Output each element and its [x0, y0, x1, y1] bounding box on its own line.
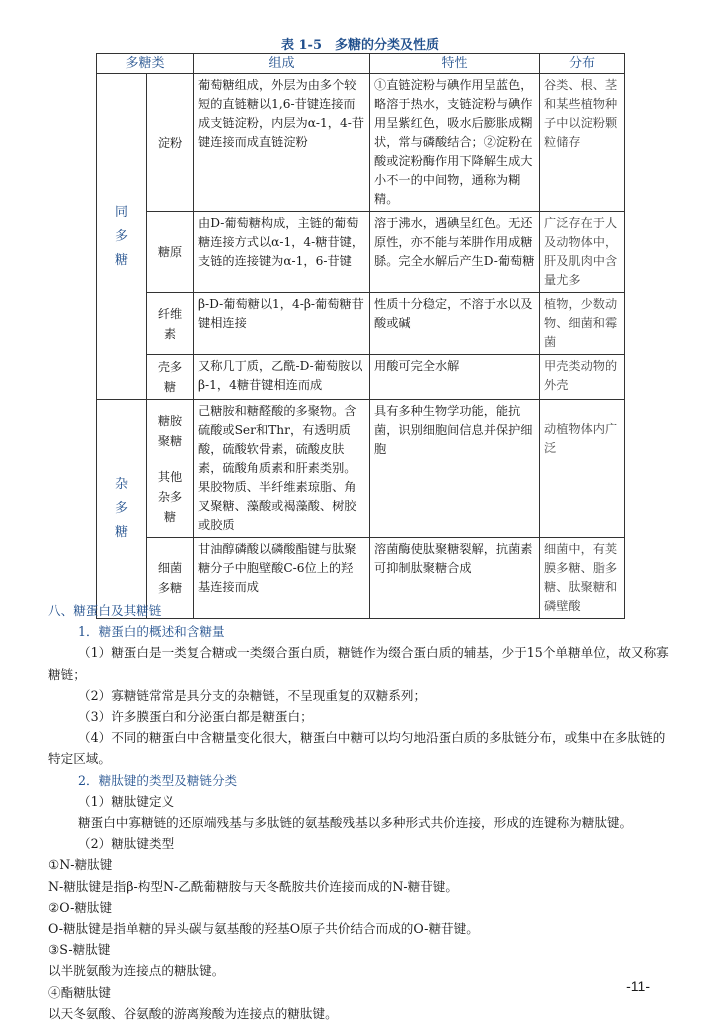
list-item: O-糖肽键是指单糖的异头碳与氨基酸的羟基O原子共价结合而成的O-糖苷键。: [48, 921, 479, 937]
distribution-cell: 甲壳类动物的外壳: [540, 355, 625, 400]
distribution-cell: 广泛存在于人及动物体中，肝及肌肉中含量尤多: [540, 212, 625, 293]
composition-cell: 由D-葡萄糖构成，主链的葡萄糖连接方式以α-1，4-糖苷键，支链的连接键为α-1，6-苷键: [194, 212, 370, 293]
table-caption: 表 1-5 多糖的分类及性质: [280, 38, 439, 53]
subtype-label: 其他杂多糖: [157, 469, 183, 524]
property-cell: 溶菌酶使肽聚糖裂解，抗菌素可抑制肽聚糖合成: [370, 538, 540, 619]
header-composition: 组成: [194, 54, 370, 74]
paragraph: （1）糖蛋白是一类复合糖或一类缀合蛋白质，糖链作为缀合蛋白质的辅基，少于15个单糖单位，故又称寡: [78, 645, 669, 661]
subtype-label: 糖胺聚糖: [157, 413, 183, 448]
composition-text: 己糖胺和糖醛酸的多聚物。含硫酸或Ser和Thr，有透明质酸，硫酸软骨素，硫酸皮肤素，硫酸角质素和肝素类别。: [198, 404, 357, 475]
subtype-cell: [147, 293, 194, 355]
table-row: [97, 355, 625, 400]
header-property: 特性: [370, 54, 540, 74]
composition-text: 果胶物质、半纤维素琼脂、角叉聚糖、藻酸或褐藻酸、树胶或胶质: [198, 480, 357, 532]
composition-cell: 又称几丁质，乙酰-D-葡萄胺以β-1，4糖苷键相连而成: [194, 355, 370, 400]
subtype-cell: 淀粉: [147, 74, 194, 212]
category-label: 同多糖: [114, 204, 128, 268]
composition-cell: [194, 400, 370, 538]
paragraph: （4）不同的糖蛋白中含糖量变化很大，糖蛋白中糖可以均匀地沿蛋白质的多肽链分布，或集中在多肽链的: [78, 730, 666, 746]
subtype-cell: [147, 355, 194, 400]
category-label: 杂多糖: [114, 477, 128, 540]
distribution-cell: 谷类、根、茎和某些植物种子中以淀粉颗粒储存: [540, 74, 625, 212]
distribution-cell: 植物，少数动物、细菌和霉菌: [540, 293, 625, 355]
subsection-heading: 1．糖蛋白的概述和含糖量: [78, 624, 225, 640]
paragraph: 糖蛋白中寡糖链的还原端残基与多肽链的氨基酸残基以多种形式共价连接，形成的连键称为糖肽键。: [78, 815, 633, 831]
header-distribution: 分布: [540, 54, 625, 74]
paragraph: （2）糖肽键类型: [78, 836, 175, 852]
subtype-cell: [147, 400, 194, 538]
paragraph: （2）寡糖链常常是具分支的杂糖链，不呈现重复的双糖系列；: [78, 687, 427, 703]
paragraph: （1）糖肽键定义: [78, 793, 175, 809]
subtype-cell: 糖原: [147, 212, 194, 293]
subtype-label: 纤维素: [157, 306, 183, 341]
list-item: ④酯糖肽键: [48, 984, 111, 1000]
table-row: [97, 400, 625, 538]
table-header-row: [97, 54, 625, 74]
table-row: [97, 293, 625, 355]
paragraph: 糖链；: [48, 666, 86, 682]
list-item: ①N-糖肽键: [48, 857, 113, 873]
list-item: 以半胱氨酸为连接点的糖肽键。: [48, 963, 225, 979]
list-item: N-糖肽键是指β-构型N-乙酰葡糖胺与天冬酰胺共价连接而成的N-糖苷键。: [48, 878, 458, 894]
composition-cell: β-D-葡萄糖以1，4-β-葡萄糖苷键相连接: [194, 293, 370, 355]
category-heteropolysaccharide: [97, 400, 147, 619]
list-item: ③S-糖肽键: [48, 942, 111, 958]
property-cell: 性质十分稳定，不溶于水以及酸或碱: [370, 293, 540, 355]
property-cell: 用酸可完全水解: [370, 355, 540, 400]
property-cell: 溶于沸水，遇碘呈红色。无还原性，亦不能与苯肼作用成糖脎。完全水解后产生D-葡萄糖: [370, 212, 540, 293]
table-row: [97, 212, 625, 293]
subsection-heading: 2．糖肽键的类型及糖链分类: [78, 772, 238, 788]
subtype-label: 壳多糖: [157, 360, 183, 394]
body-text: [48, 600, 672, 1024]
polysaccharide-table: [96, 53, 625, 619]
composition-cell: 葡萄糖组成，外层为由多个较短的直链糖以1,6-苷键连接而成支链淀粉，内层为α-1，4-苷键连接而成直链淀粉: [194, 74, 370, 212]
property-cell: ①直链淀粉与碘作用呈蓝色，略溶于热水，支链淀粉与碘作用呈紫红色，吸水后膨胀成糊状，常与磷酸结合；②淀粉在酸或淀粉酶作用下降解生成大小不一的中间物，通称为糊精。: [370, 74, 540, 212]
category-homopolysaccharide: [97, 74, 147, 400]
subtype-label: 细菌多糖: [157, 561, 183, 595]
distribution-cell: 动植物体内广泛: [540, 400, 625, 538]
property-cell: 具有多种生物学功能，能抗菌，识别细胞间信息并保护细胞: [370, 400, 540, 538]
distribution-cell: 细菌中，有荚膜多糖、脂多糖、肽聚糖和磷壁酸: [540, 538, 625, 619]
paragraph: （3）许多膜蛋白和分泌蛋白都是糖蛋白；: [78, 709, 313, 725]
composition-cell: 甘油醇磷酸以磷酸酯键与肽聚糖分子中胞壁酸C-6位上的羟基连接而成: [194, 538, 370, 619]
list-item: ②O-糖肽键: [48, 899, 113, 915]
list-item: 以天冬氨酸、谷氨酸的游离羧酸为连接点的糖肽键。: [48, 1005, 338, 1021]
section-heading: 八、糖蛋白及其糖链: [48, 603, 162, 618]
table-row: [97, 74, 625, 212]
paragraph: 特定区域。: [48, 751, 111, 767]
page-number: -11-: [626, 978, 650, 994]
header-category: 多糖类: [97, 54, 194, 74]
